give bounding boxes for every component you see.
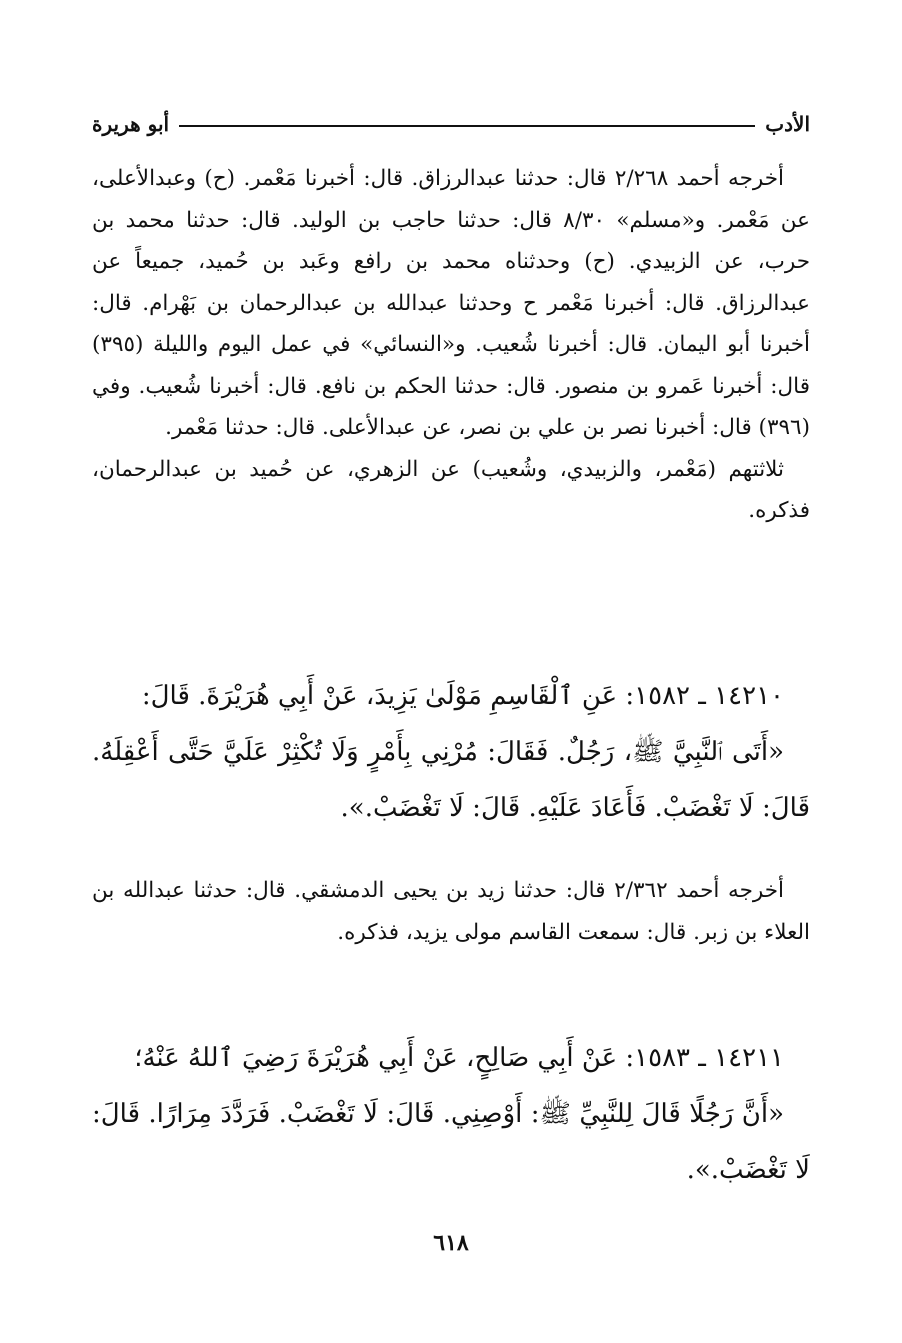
takhrij-paragraph: أخرجه أحمد ٢/٢٦٨ قال: حدثنا عبدالرزاق. قال: أخبرنا مَعْمر. (ح) وعبدالأعلى، عن مَعْمر. و«مسلم» ٨/٣٠ قال: حدثنا حاجب بن الوليد. قال: حدثنا محمد بن حرب، عن الزبيدي. (ح) وحدثناه محمد بن رافع وعَبد بن حُميد، جميعاً عن عبدالرزاق. قال: أخبرنا مَعْمر ح وحدثنا عبدالله بن عبدالرحمان بن بَهْرام. قال: أخبرنا أبو اليمان. قال: أخبرنا شُعيب. و«النسائي» في عمل اليوم والليلة (٣٩٥) قال: أخبرنا عَمرو بن منصور. قال: حدثنا الحكم بن نافع. قال: أخبرنا شُعيب. وفي (٣٩٦) قال: أخبرنا نصر بن علي بن نصر، عن عبدالأعلى. قال: حدثنا مَعْمر. bbox=[92, 166, 810, 440]
hadith-entry-14211 bbox=[92, 1030, 810, 1198]
header-rule bbox=[179, 125, 755, 127]
hadith-text: «أَتَى ٱلنَّبِيَّ ﷺ، رَجُلٌ. فَقَالَ: مُرْنِي بِأَمْرٍ وَلَا تُكْثِرْ عَلَيَّ حَتَّى أَعْقِلَهُ. قَالَ: لَا تَغْضَبْ. فَأَعَادَ عَلَيْهِ. قَالَ: لَا تَغْضَبْ.». bbox=[92, 737, 810, 823]
takhrij-block-1 bbox=[92, 158, 810, 532]
takhrij-paragraph: ثلاثتهم (مَعْمر، والزبيدي، وشُعيب) عن الزهري، عن حُميد بن عبدالرحمان، فذكره. bbox=[92, 456, 810, 523]
chapter-title: الأدب bbox=[765, 112, 810, 136]
narrator-name: أبو هريرة bbox=[92, 112, 170, 136]
hadith-heading: ١٤٢١٠ ـ ١٥٨٢: عَنِ ٱلْقَاسِمِ مَوْلَىٰ يَزِيدَ، عَنْ أَبِي هُرَيْرَةَ. قَالَ: bbox=[141, 681, 784, 711]
takhrij-block-2 bbox=[92, 870, 810, 953]
running-head bbox=[92, 112, 810, 136]
hadith-heading: ١٤٢١١ ـ ١٥٨٣: عَنْ أَبِي صَالِحٍ، عَنْ أَبِي هُرَيْرَةَ رَضِيَ ٱللهُ عَنْهُ؛ bbox=[134, 1043, 784, 1073]
hadith-text: «أَنَّ رَجُلًا قَالَ لِلنَّبِيِّ ﷺ: أَوْصِنِي. قَالَ: لَا تَغْضَبْ. فَرَدَّدَ مِرَارًا. قَالَ: لَا تَغْضَبْ.». bbox=[92, 1099, 810, 1185]
page-number: ٦١٨ bbox=[433, 1230, 469, 1256]
takhrij-paragraph: أخرجه أحمد ٢/٣٦٢ قال: حدثنا زيد بن يحيى الدمشقي. قال: حدثنا عبدالله بن العلاء بن زبر. قال: سمعت القاسم مولى يزيد، فذكره. bbox=[92, 878, 810, 945]
hadith-entry-14210 bbox=[92, 668, 810, 836]
